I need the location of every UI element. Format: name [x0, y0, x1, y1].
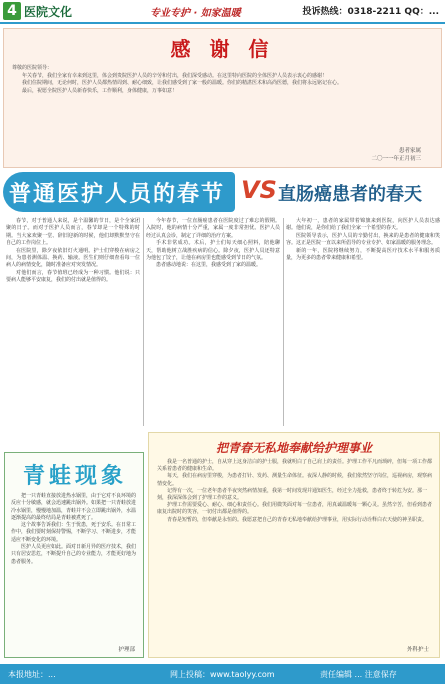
frog-paragraph: 把一只青蛙直接放进热水锅里，由于它对不良环境的反应十分敏感，就会迅速跳出锅外。如果把一只青蛙放进冷水锅里，慢慢地加温，青蛙并不会立即跳出锅外，水温逐渐提高的最终结局是青蛙被煮死了。 [11, 493, 137, 521]
article-paragraph: 医院领导表示，医护人员的辛勤付出，换来的是患者的健康和笑容。这正是医院一直以来所倡导的专业专护、如家温暖的服务理念。 [286, 232, 440, 247]
footer-address: 本报地址：... [8, 670, 56, 679]
frog-body [11, 493, 139, 566]
article-paragraph: 在医院里，除夕夜依旧灯火通明。护士们穿梭在病房之间，为患者测体温、换药、输液。医生们则仔细查看每一位病人的病情变化，随时准备应对突发情况。 [6, 247, 140, 269]
signature-name: 患者家属 [398, 148, 421, 154]
header-slogan: 专业专护 · 如家温暖 [150, 8, 241, 19]
nurse-essay-panel [148, 432, 440, 658]
article-paragraph: 患者感动地说：在这里，我感受到了家的温暖。 [156, 262, 262, 269]
thank-you-title: 感 谢 信 [170, 37, 275, 61]
thank-you-paragraph: 年关春节，我们全家有幸来到这里，体会到贵院医护人员的辛劳和付出，我们深受感动。在这里特向医院的全体医护人员表示衷心的感谢！ [22, 72, 328, 79]
banner-left-panel [3, 172, 235, 212]
complaint-hotline: 投诉热线：0318-2211 QQ：... [302, 7, 439, 17]
article-paragraph: 手术非常成功。术后，护士们每天细心照料，陪他聊天，帮助他树立战胜疾病的信心。除夕夜，医护人员还特意为他包了饺子，让他在病房里也能感受到节日的气氛。 [146, 240, 280, 262]
nurse-essay-body [157, 459, 433, 524]
section-title: 医院文化 [24, 5, 73, 19]
nurse-paragraph: 记得有一次，一位老年患者半夜突然病情加重，我第一时间发现并通知医生，经过全力抢救，患者终于转危为安。那一刻，我深深体会到了护理工作的意义。 [157, 487, 428, 502]
nurse-paragraph: 每天，我们在病房里穿梭，为患者打针、发药、测量生命体征。夜深人静的时候，我们依然坚守岗位，巡视病房，观察病情变化。 [157, 473, 433, 487]
column-divider [143, 218, 144, 426]
thank-you-paragraph: 我们住院期间，无论何时，医护人员都热情周到、耐心细致，让我们感受到了家一般的温暖。你们的精湛医术和高尚医德，我们将永远铭记在心。 [22, 80, 343, 86]
article-paragraph: 春节，对于普通人来说，是个温馨的节日，是个全家团聚的日子。而对于医护人员而言，春节却是一个特殊的时期。当大家欢聚一堂、辞旧迎新的时候，他们却默默坚守在自己的工作岗位上。 [6, 218, 140, 247]
article-paragraph: 大年初一，患者的家属带着锦旗来到医院，向医护人员表达感谢。他们说，是你们给了我们全家一个希望的春天。 [286, 218, 440, 232]
article-column-1 [6, 218, 140, 448]
nurse-signature: 外科护士 [406, 647, 429, 653]
nurse-essay-title: 把青春无私地奉献给护理事业 [215, 441, 372, 455]
thank-you-body [12, 65, 435, 95]
thank-you-paragraph: 最后，祝愿全院医护人员新春快乐，工作顺利，身体健康，万事如意！ [22, 87, 178, 94]
article-column-2 [146, 218, 280, 426]
page-header [0, 0, 445, 24]
thank-you-greeting: 尊敬的医院领导： [12, 65, 53, 71]
footer-website: 网上投稿：www.taolyy.com [170, 670, 275, 679]
page-number: 4 [3, 2, 21, 20]
article-paragraph: 对他们而言，春节值班已经成为一种习惯。他们说：只要病人能够平安康复，我们的付出就是值得的。 [6, 269, 140, 284]
banner-right-title: 直肠癌患者的春天 [278, 184, 422, 205]
article-paragraph: 新的一年，医院将继续努力，不断提高医疗技术水平和服务质量，为更多的患者带来健康和希望。 [286, 247, 440, 262]
article-paragraph: 今年春节，一位直肠癌患者在医院度过了难忘的假期。入院时，他的病情十分严重，家属一度非常担忧。医护人员经过认真会诊，制定了详细的治疗方案。 [146, 218, 280, 239]
signature-date: 二〇一一年正月初三 [371, 156, 421, 162]
thank-you-letter [3, 28, 442, 168]
nurse-paragraph: 我是一名普通的护士，自从穿上这身洁白的护士服，我就明白了自己肩上的责任。护理工作平凡而琐碎，但每一项工作都关系着患者的健康和生命。 [157, 459, 433, 473]
frog-paragraph: 这个故事告诉我们：生于忧患，死于安乐。在日常工作中，我们要时刻保持警惕，不断学习、不断进步，才能适应不断变化的环境。 [11, 522, 137, 543]
banner-left-title: 普通医护人员的春节 [9, 181, 226, 207]
article-column-3 [286, 218, 440, 426]
page-footer [0, 664, 445, 684]
frog-paragraph: 医护人员更应如此。面对日新月异的医疗技术，我们只有居安思危，不断提升自己的专业能力，才能更好地为患者服务。 [11, 544, 137, 565]
banner-vs: VS [241, 176, 277, 204]
footer-editor: 责任编辑 ... 注意保存 [320, 670, 397, 679]
nurse-paragraph: 护理工作需要爱心、耐心、细心和责任心。我们用微笑面对每一位患者，用真诚温暖每一颗心灵。虽然辛苦，但看到患者康复出院时的笑容，一切付出都是值得的。 [157, 502, 433, 516]
frog-title: 青蛙现象 [22, 463, 127, 489]
thank-you-signature [371, 147, 421, 163]
frog-signature: 护理部 [118, 647, 135, 653]
column-divider [283, 218, 284, 426]
frog-phenomenon-panel [4, 452, 144, 658]
nurse-paragraph: 青春是短暂的，但奉献是永恒的。我愿意把自己的青春无私地奉献给护理事业，用实际行动诠释白衣天使的神圣职责。 [167, 516, 428, 523]
feature-banner [3, 172, 442, 212]
